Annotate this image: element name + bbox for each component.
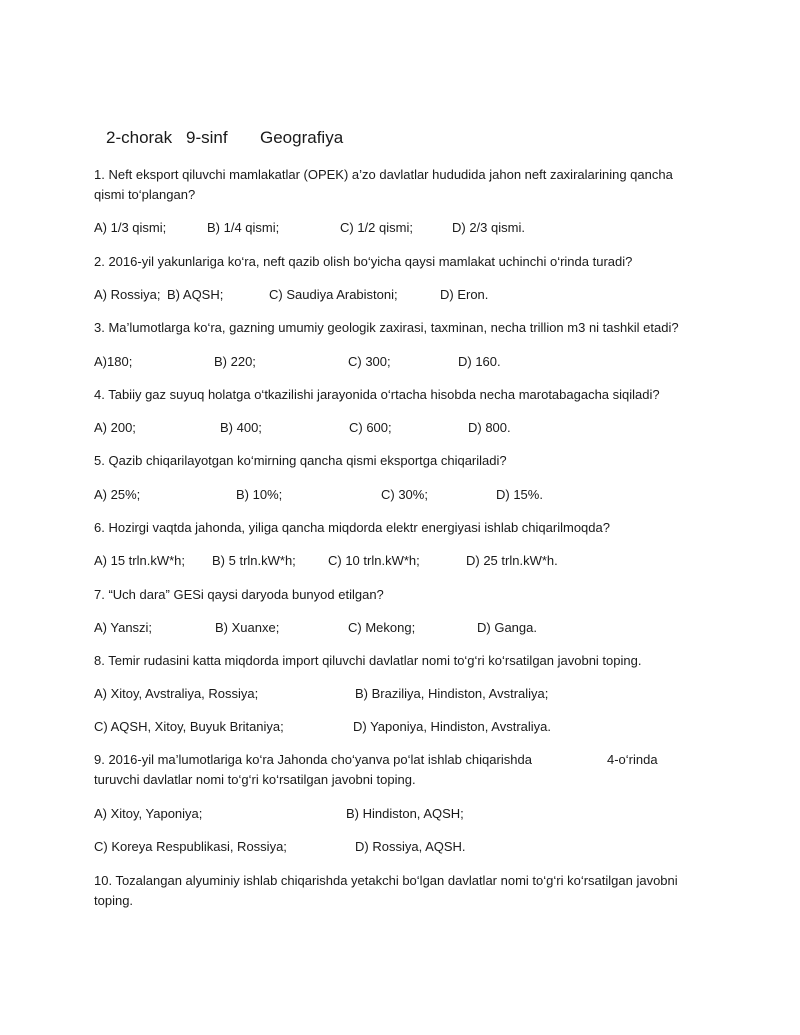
option-2d: D) Eron. — [440, 287, 489, 302]
question-7: 7. “Uch dara” GESi qaysi daryoda bunyod etilgan? — [94, 587, 384, 602]
options-5 — [94, 485, 704, 505]
option-5d: D) 15%. — [496, 487, 543, 502]
options-2 — [94, 285, 704, 305]
question-9-tail: 4-o‘rinda — [607, 752, 658, 767]
option-5a: A) 25%; — [94, 487, 141, 502]
question-4: 4. Tabiiy gaz suyuq holatga o‘tkazilishi jarayonida o‘rtacha hisobda necha marotabagacha siqiladi? — [94, 387, 660, 402]
options-7 — [94, 618, 704, 638]
question-5: 5. Qazib chiqarilayotgan ko‘mirning qancha qismi eksportga chiqariladi? — [94, 453, 507, 468]
option-5b: B) 10%; — [236, 487, 283, 502]
option-3a: A)180; — [94, 354, 133, 369]
option-6b: B) 5 trln.kW*h; — [212, 553, 296, 568]
question-9-text: 9. 2016-yil ma’lumotlariga ko‘ra Jahonda cho‘yanva po‘lat ishlab chiqarishda — [94, 752, 532, 767]
option-4c: C) 600; — [349, 420, 392, 435]
question-10: 10. Tozalangan alyuminiy ishlab chiqarishda yetakchi bo‘lgan davlatlar nomi to‘g‘ri ko‘rsatilgan javobni toping. — [94, 873, 678, 908]
option-9a: A) Xitoy, Yaponiya; — [94, 806, 203, 821]
option-3d: D) 160. — [458, 354, 501, 369]
option-8a: A) Xitoy, Avstraliya, Rossiya; — [94, 686, 259, 701]
option-4d: D) 800. — [468, 420, 511, 435]
option-2c: C) Saudiya Arabistoni; — [269, 287, 398, 302]
option-7a: A) Yanszi; — [94, 620, 153, 635]
title-quarter: 2-chorak — [106, 128, 173, 147]
options-9-row1 — [94, 804, 704, 824]
option-2a: A) Rossiya; — [94, 287, 161, 302]
options-3 — [94, 352, 704, 372]
option-8b: B) Braziliya, Hindiston, Avstraliya; — [355, 686, 549, 701]
options-8-row1 — [94, 684, 704, 704]
option-9c: C) Koreya Respublikasi, Rossiya; — [94, 839, 287, 854]
option-7b: B) Xuanxe; — [215, 620, 280, 635]
question-2: 2. 2016-yil yakunlariga ko‘ra, neft qazib olish bo‘yicha qaysi mamlakat uchinchi o‘rinda turadi? — [94, 254, 633, 269]
option-3b: B) 220; — [214, 354, 256, 369]
option-1a: A) 1/3 qismi; — [94, 220, 167, 235]
option-7d: D) Ganga. — [477, 620, 537, 635]
option-6d: D) 25 trln.kW*h. — [466, 553, 558, 568]
options-9-row2 — [94, 837, 704, 857]
option-1b: B) 1/4 qismi; — [207, 220, 280, 235]
option-4b: B) 400; — [220, 420, 262, 435]
question-8: 8. Temir rudasini katta miqdorda import qiluvchi davlatlar nomi to‘g‘ri ko‘rsatilgan javobni toping. — [94, 653, 642, 668]
question-3: 3. Ma’lumotlarga ko‘ra, gazning umumiy geologik zaxirasi, taxminan, necha trillion m3 ni tashkil etadi? — [94, 320, 679, 335]
title-subject: Geografiya — [260, 128, 344, 147]
title-grade: 9-sinf — [186, 128, 228, 147]
page-title — [106, 128, 343, 148]
option-1d: D) 2/3 qismi. — [452, 220, 525, 235]
option-9d: D) Rossiya, AQSH. — [355, 839, 466, 854]
option-7c: C) Mekong; — [348, 620, 416, 635]
options-4 — [94, 418, 704, 438]
question-9-line1 — [94, 750, 704, 770]
options-8-row2 — [94, 717, 704, 737]
option-6c: C) 10 trln.kW*h; — [328, 553, 420, 568]
question-9-line2: turuvchi davlatlar nomi to‘g‘ri ko‘rsatilgan javobni toping. — [94, 772, 416, 787]
option-4a: A) 200; — [94, 420, 136, 435]
option-6a: A) 15 trln.kW*h; — [94, 553, 186, 568]
option-5c: C) 30%; — [381, 487, 428, 502]
question-6: 6. Hozirgi vaqtda jahonda, yiliga qancha miqdorda elektr energiyasi ishlab chiqarilmoqda? — [94, 520, 610, 535]
option-9b: B) Hindiston, AQSH; — [346, 806, 464, 821]
option-3c: C) 300; — [348, 354, 391, 369]
option-8d: D) Yaponiya, Hindiston, Avstraliya. — [353, 719, 551, 734]
options-1 — [94, 218, 704, 238]
question-1: 1. Neft eksport qiluvchi mamlakatlar (OPEK) a’zo davlatlar hududida jahon neft zaxiralarining qancha qismi to‘plangan? — [94, 167, 673, 202]
option-8c: C) AQSH, Xitoy, Buyuk Britaniya; — [94, 719, 284, 734]
option-2b: B) AQSH; — [167, 287, 224, 302]
question-9 — [94, 750, 704, 790]
option-1c: C) 1/2 qismi; — [340, 220, 413, 235]
options-6 — [94, 551, 704, 571]
